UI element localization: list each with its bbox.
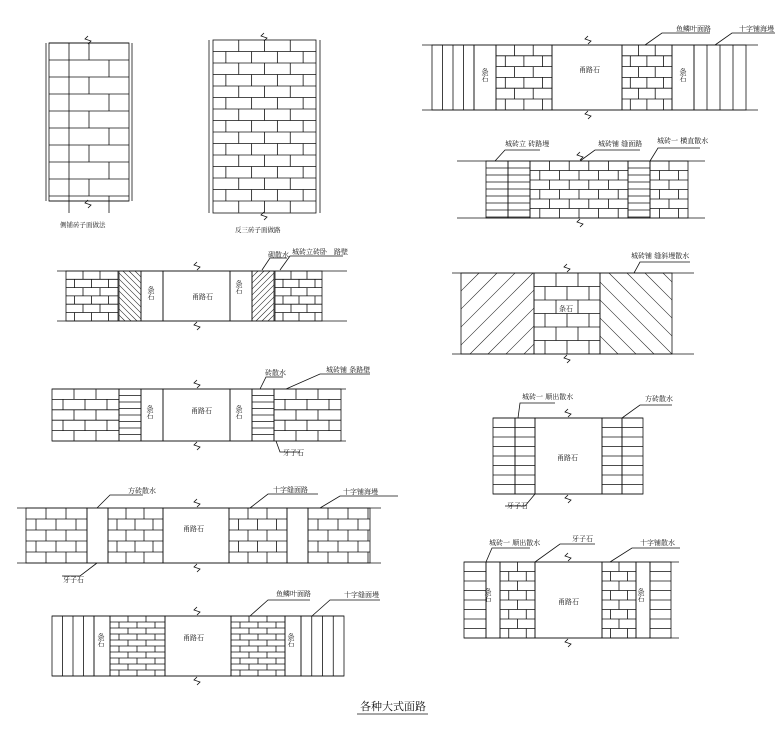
q1-right-cols: [694, 45, 746, 110]
line: [135, 271, 185, 321]
break-mark: [565, 639, 571, 647]
leader-line: [715, 33, 775, 45]
q1-label-cross: 十字铺海墁: [739, 25, 774, 33]
line: [699, 273, 779, 354]
q3-label-diag: 城砖铺 缝斜墁散水: [631, 252, 690, 260]
break-mark: [194, 442, 200, 450]
leader-line: [495, 150, 540, 161]
leader-line: [312, 600, 380, 616]
rect: [108, 508, 163, 563]
q1-label-stone-right: 条石: [679, 68, 687, 82]
p6-label-stone-left: 条石: [97, 633, 105, 647]
leader-line: [634, 262, 690, 273]
rect: [600, 273, 672, 354]
q4-label-square-apron: 方砖散水: [645, 395, 673, 403]
leader-line: [250, 600, 310, 616]
p5-label-curb: 牙子石: [63, 576, 84, 584]
q5-label-curb: 牙子石: [572, 535, 593, 543]
p5-label-cross: 十字缝面路: [273, 486, 308, 494]
q4-left-stack-2: [515, 418, 535, 494]
p4-label-stone-right: 条石: [235, 405, 243, 419]
q2-label-wall: 城砖立 砖路墁: [505, 140, 550, 148]
q2-left-stack-2: [508, 161, 530, 218]
break-mark: [565, 495, 571, 503]
line: [208, 271, 258, 321]
line: [232, 271, 282, 321]
q2-label-road: 城砖铺 缝面路: [598, 140, 643, 148]
p5-left-bricks-2: [108, 508, 163, 563]
q5-label-stone-right: 条石: [637, 588, 645, 602]
break-mark: [194, 380, 200, 388]
rect: [52, 389, 119, 441]
break-mark: [564, 355, 570, 363]
p4-label-stone-left: 条石: [146, 405, 154, 419]
q1-left-cols: [432, 45, 474, 110]
p3-right-bricks: [275, 271, 322, 321]
q1-label-road: 甬路石: [579, 66, 600, 74]
line: [398, 273, 479, 354]
break-mark: [585, 111, 591, 119]
line: [322, 271, 372, 321]
q5-left-stack: [464, 562, 486, 638]
rect: [486, 161, 508, 218]
q5-right-stack: [650, 562, 671, 638]
line: [591, 273, 672, 354]
rect: [165, 616, 231, 676]
q5-label-stone-left: 条石: [484, 588, 492, 602]
break-mark: [585, 36, 591, 44]
p5-right-bricks-2: [308, 508, 370, 563]
line: [717, 273, 779, 354]
line: [380, 273, 461, 354]
rect: [461, 273, 534, 354]
p5-label-apron: 方砖散水: [128, 487, 156, 495]
line: [663, 273, 744, 354]
p5-right-bricks: [229, 508, 287, 563]
leader-line: [486, 548, 530, 562]
line: [316, 271, 366, 321]
q3-label-stone: 条石: [559, 305, 573, 313]
q2-right-bricks: [650, 161, 688, 218]
p3-label-road: 甬路石: [192, 293, 213, 301]
break-mark: [194, 262, 200, 270]
line: [117, 271, 167, 321]
rect: [229, 508, 287, 563]
p6-label-stone-right: 条石: [287, 633, 295, 647]
p6-label-road: 甬路石: [183, 634, 204, 642]
p3-label-stone-right: 条石: [235, 280, 243, 294]
q4-label-curb: 牙子石: [507, 502, 528, 510]
rect: [230, 271, 252, 321]
q4-right-stack-2: [622, 418, 643, 494]
q3-mid-bricks: [534, 273, 600, 354]
p4-label-brick: 城砖铺 条路壁: [326, 366, 371, 374]
leader-line: [250, 494, 318, 508]
p6-right-cols: [301, 616, 344, 676]
p3-label-wall: 路壁: [334, 248, 348, 256]
break-mark: [565, 409, 571, 417]
q4-label-road: 甬路石: [557, 454, 578, 462]
rect: [628, 161, 650, 218]
caption-p2: 反三砖子面做路: [235, 226, 281, 234]
rect: [308, 508, 370, 563]
rect: [274, 389, 341, 441]
line: [226, 271, 276, 321]
p6-left-cols: [52, 616, 94, 676]
p3-label-stone-left: 条石: [147, 286, 155, 300]
line: [452, 273, 533, 354]
q2-mid-bricks: [530, 161, 628, 218]
leader-line: [262, 258, 287, 270]
p6-right-bricks: [231, 616, 285, 676]
line: [220, 271, 270, 321]
q1-label-stone-left: 条石: [481, 68, 489, 82]
p5-label-cross-apron: 十字铺海墁: [343, 488, 378, 496]
rect: [508, 161, 530, 218]
q5-label-apron: 城砖一 顺出散水: [489, 539, 541, 547]
p6-label-cross: 十字缝面墁: [344, 591, 379, 599]
leader-line: [320, 496, 398, 508]
p4-right-bricks: [274, 389, 341, 441]
line: [614, 273, 695, 354]
p3-left-bricks: [66, 271, 118, 321]
line: [416, 273, 497, 354]
q2-right-stack: [628, 161, 650, 218]
figure-title: 各种大式面路: [360, 700, 426, 713]
line: [645, 273, 726, 354]
break-mark: [194, 564, 200, 572]
leader-line: [645, 33, 710, 45]
p3-label-apron: 砌散水: [268, 251, 289, 259]
p5-left-bricks: [26, 508, 87, 563]
break-mark: [194, 677, 200, 685]
p3-label-brick: 城砖立砖卧: [292, 248, 327, 256]
p4-label-curb: 牙子石: [283, 449, 304, 457]
line: [214, 271, 264, 321]
p4-right-stack: [252, 389, 274, 441]
q4-left-stack: [493, 418, 515, 494]
rect: [163, 389, 230, 441]
line: [627, 273, 708, 354]
rect: [287, 508, 308, 563]
break-mark: [565, 553, 571, 561]
leader-line: [650, 148, 700, 161]
p4-left-stack: [119, 389, 141, 441]
rect: [552, 45, 622, 110]
line: [434, 273, 515, 354]
q4-label-apron: 城砖一 顺出散水: [522, 393, 574, 401]
line: [596, 273, 677, 354]
rect: [87, 508, 108, 563]
break-mark: [577, 152, 583, 160]
q4-right-stack: [602, 418, 622, 494]
leader-line: [286, 374, 370, 389]
break-mark: [564, 264, 570, 272]
p4-label-apron: 砖散水: [265, 369, 286, 377]
rect: [26, 508, 87, 563]
q1-label-fishscale: 鱼鳞叶面路: [676, 25, 711, 33]
line: [609, 273, 690, 354]
leader-line: [260, 377, 283, 389]
line: [681, 273, 762, 354]
p6-left-bricks: [110, 616, 165, 676]
leader-line: [580, 150, 640, 161]
q2-left-stack: [486, 161, 508, 218]
leader-line: [280, 256, 343, 270]
p6-label-fishscale: 鱼鳞叶面路: [276, 590, 311, 598]
q5-label-cross: 十字铺散水: [640, 539, 675, 547]
break-mark: [194, 322, 200, 330]
caption-p1: 侧铺砖子面做法: [60, 221, 106, 229]
q5-left-bricks: [500, 562, 535, 638]
p4-label-road: 甬路石: [191, 407, 212, 415]
line: [735, 273, 779, 354]
leader-line: [97, 495, 143, 508]
p2-bricks: [213, 40, 316, 213]
q5-label-road: 甬路石: [558, 598, 579, 606]
leader-line: [535, 544, 595, 562]
p5-label-road: 甬路石: [183, 525, 204, 533]
break-mark: [194, 499, 200, 507]
q5-right-bricks: [602, 562, 636, 638]
q2-label-apron: 城砖一 横直散水: [657, 137, 709, 145]
leader-line: [610, 548, 680, 562]
leader-line: [622, 405, 672, 418]
q1-right-bricks: [622, 45, 672, 110]
q1-left-bricks: [496, 45, 552, 110]
break-mark: [577, 219, 583, 227]
p1-pattern: [49, 43, 129, 213]
p4-left-bricks: [52, 389, 119, 441]
break-mark: [194, 607, 200, 615]
rect: [163, 508, 229, 563]
leader-line: [62, 563, 97, 576]
leader-line: [518, 403, 555, 418]
